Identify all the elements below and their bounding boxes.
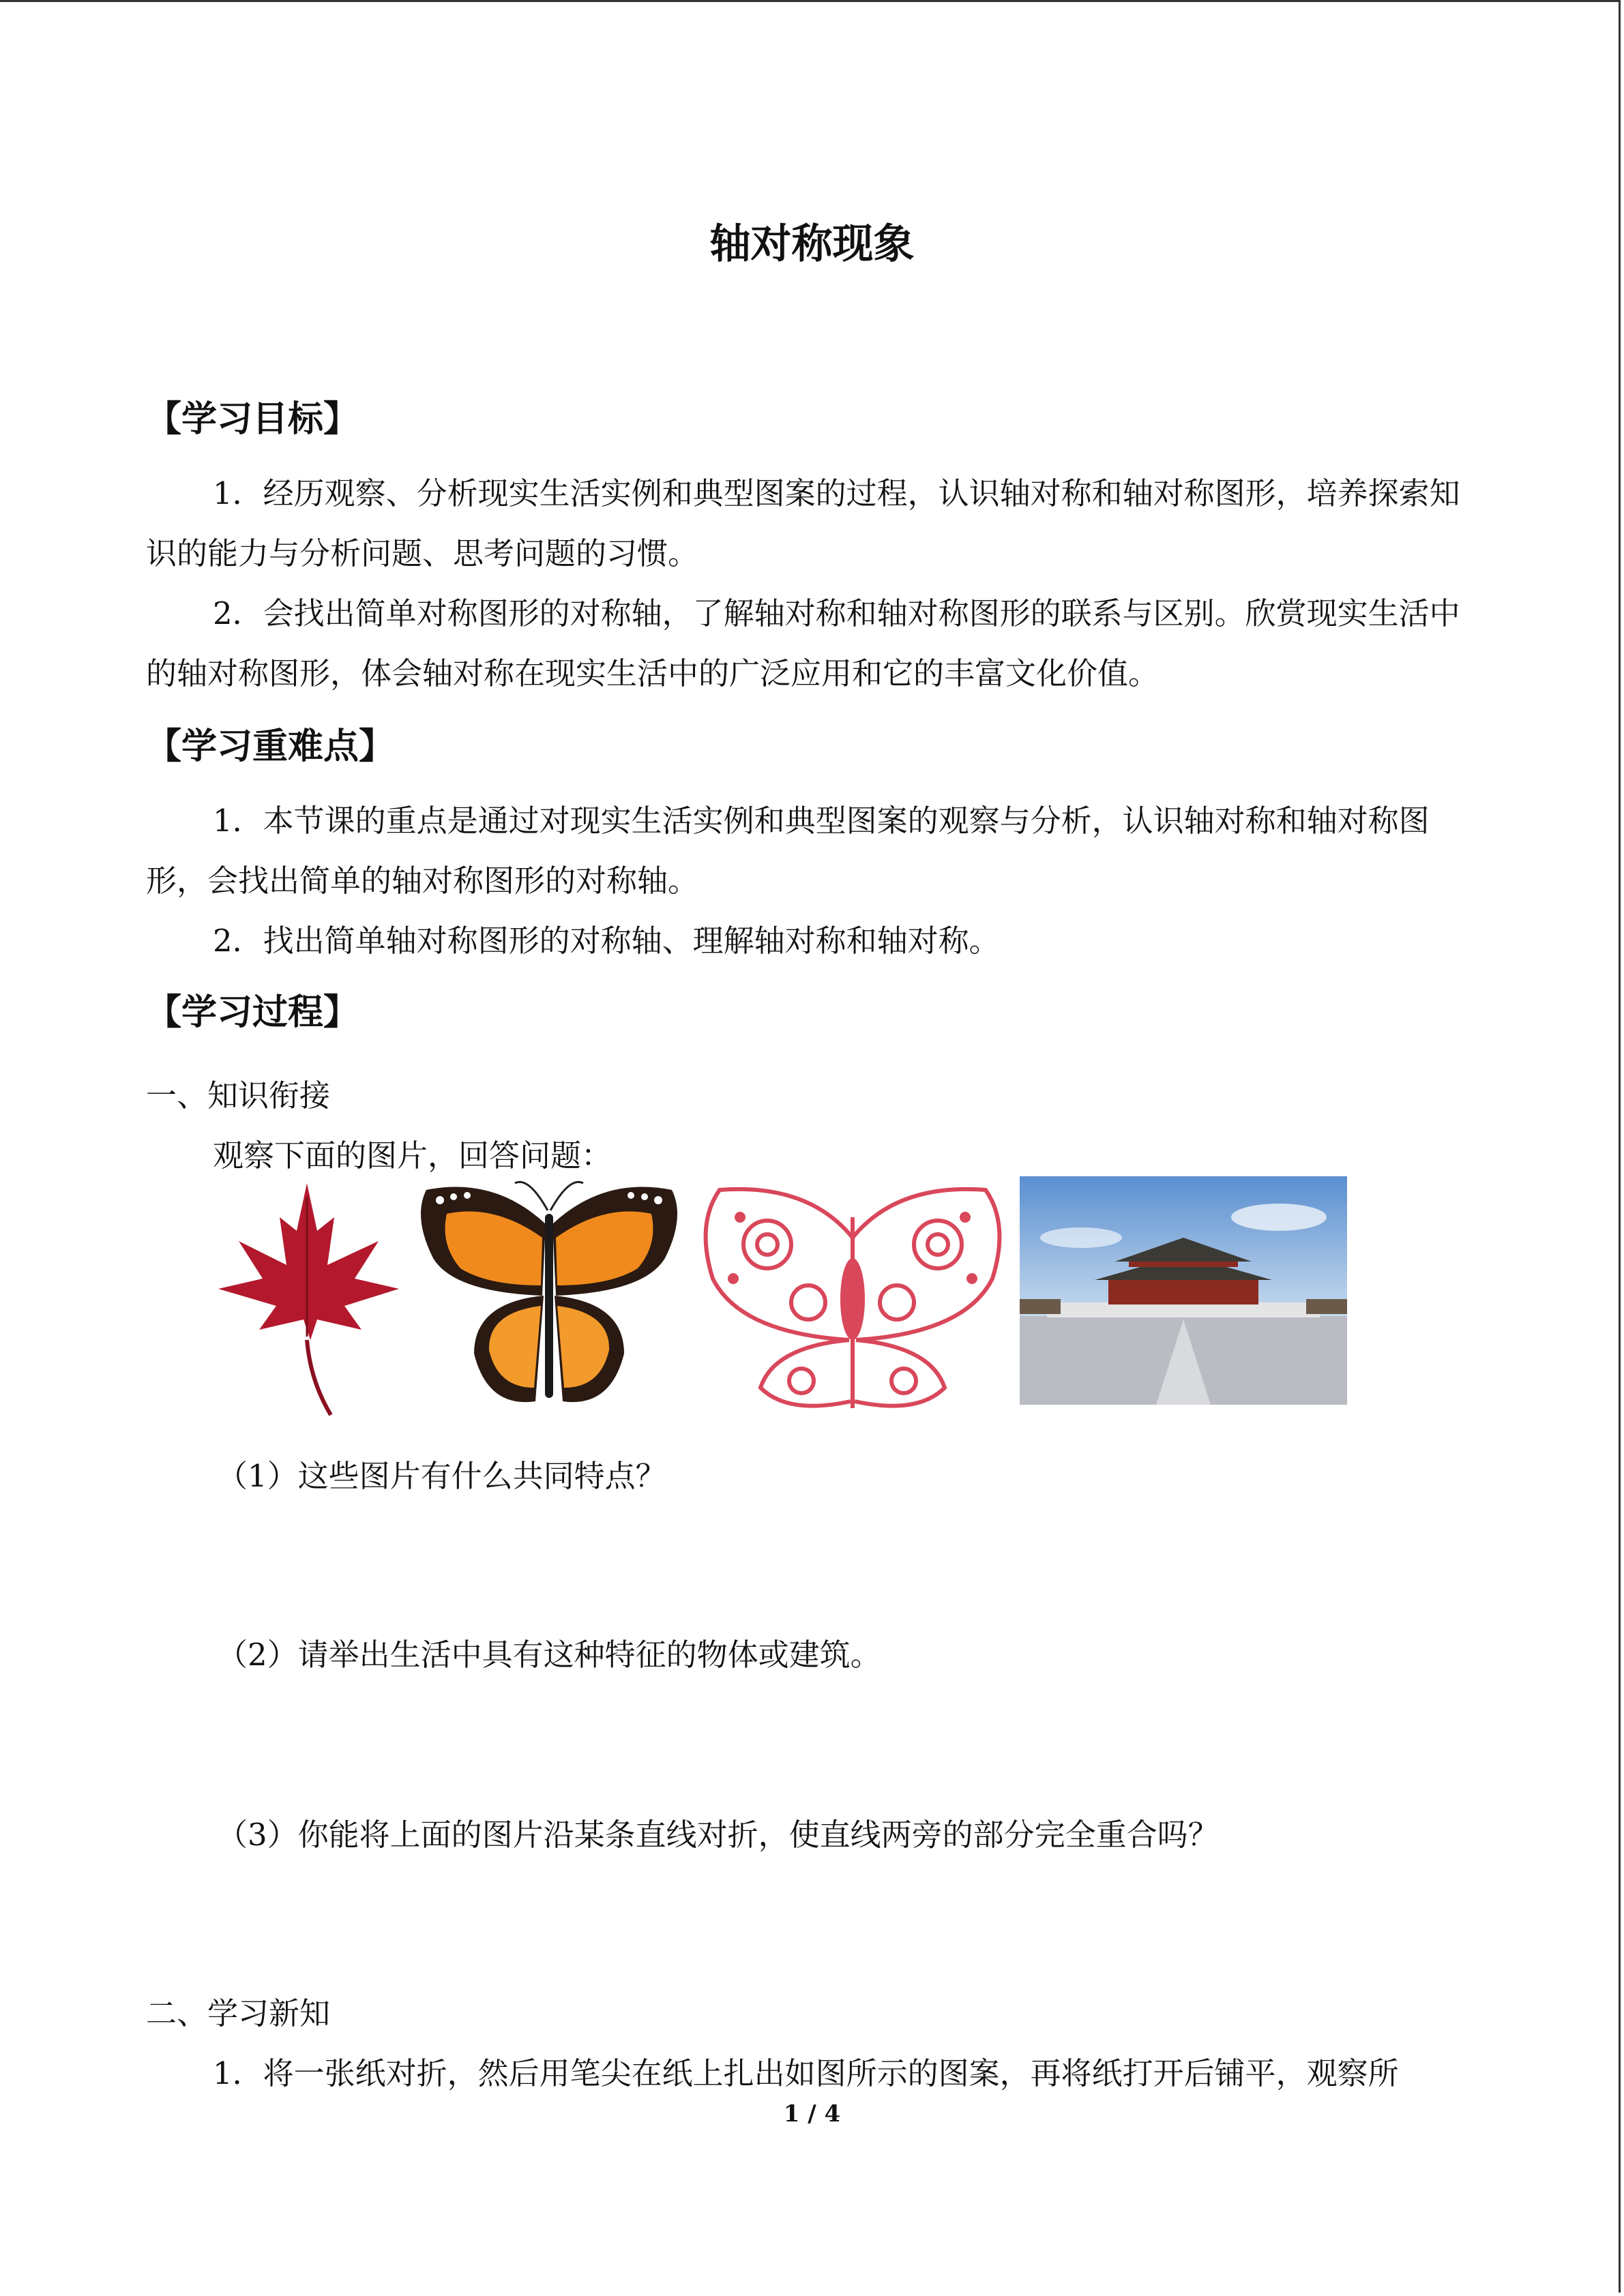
palace-image — [1020, 1176, 1347, 1405]
heading-learning-goals: 【学习目标】 — [146, 399, 359, 440]
keypoint-item-1: 1．本节课的重点是通过对现实生活实例和典型图案的观察与分析，认识轴对称和轴对称图形，会找出简单的轴对称图形的对称轴。 — [146, 803, 1430, 899]
paper-cut-butterfly-image — [692, 1176, 1013, 1418]
page-title: 轴对称现象 — [709, 220, 915, 268]
butterfly-image — [413, 1176, 685, 1418]
question-2: （2）请举出生活中具有这种特征的物体或建筑。 — [217, 1637, 881, 1673]
part1-prompt: 观察下面的图片，回答问题： — [213, 1137, 612, 1174]
heading-key-points: 【学习重难点】 — [146, 726, 395, 767]
part2-title: 二、学习新知 — [146, 1995, 331, 2031]
part1-title: 一、知识衔接 — [146, 1077, 331, 1114]
goal-item-2: 2．会找出简单对称图形的对称轴，了解轴对称和轴对称图形的联系与区别。欣赏现实生活中的轴对称图形，体会轴对称在现实生活中的广泛应用和它的丰富文化价值。 — [146, 595, 1460, 691]
maple-leaf-image — [208, 1176, 406, 1418]
heading-learning-process: 【学习过程】 — [146, 992, 359, 1033]
question-3: （3）你能将上面的图片沿某条直线对折，使直线两旁的部分完全重合吗？ — [217, 1817, 1219, 1853]
figure-row — [208, 1176, 1354, 1418]
page-number: 1 / 4 — [783, 2100, 841, 2128]
part2-item-1: 1．将一张纸对折，然后用笔尖在纸上扎出如图所示的图案，再将纸打开后铺平，观察所 — [213, 2055, 1399, 2091]
keypoint-item-2: 2．找出简单轴对称图形的对称轴、理解轴对称和轴对称。 — [213, 923, 1000, 959]
goal-item-1: 1．经历观察、分析现实生活实例和典型图案的过程，认识轴对称和轴对称图形，培养探索知识的能力与分析问题、思考问题的习惯。 — [146, 475, 1460, 571]
question-1: （1）这些图片有什么共同特点？ — [217, 1458, 666, 1494]
